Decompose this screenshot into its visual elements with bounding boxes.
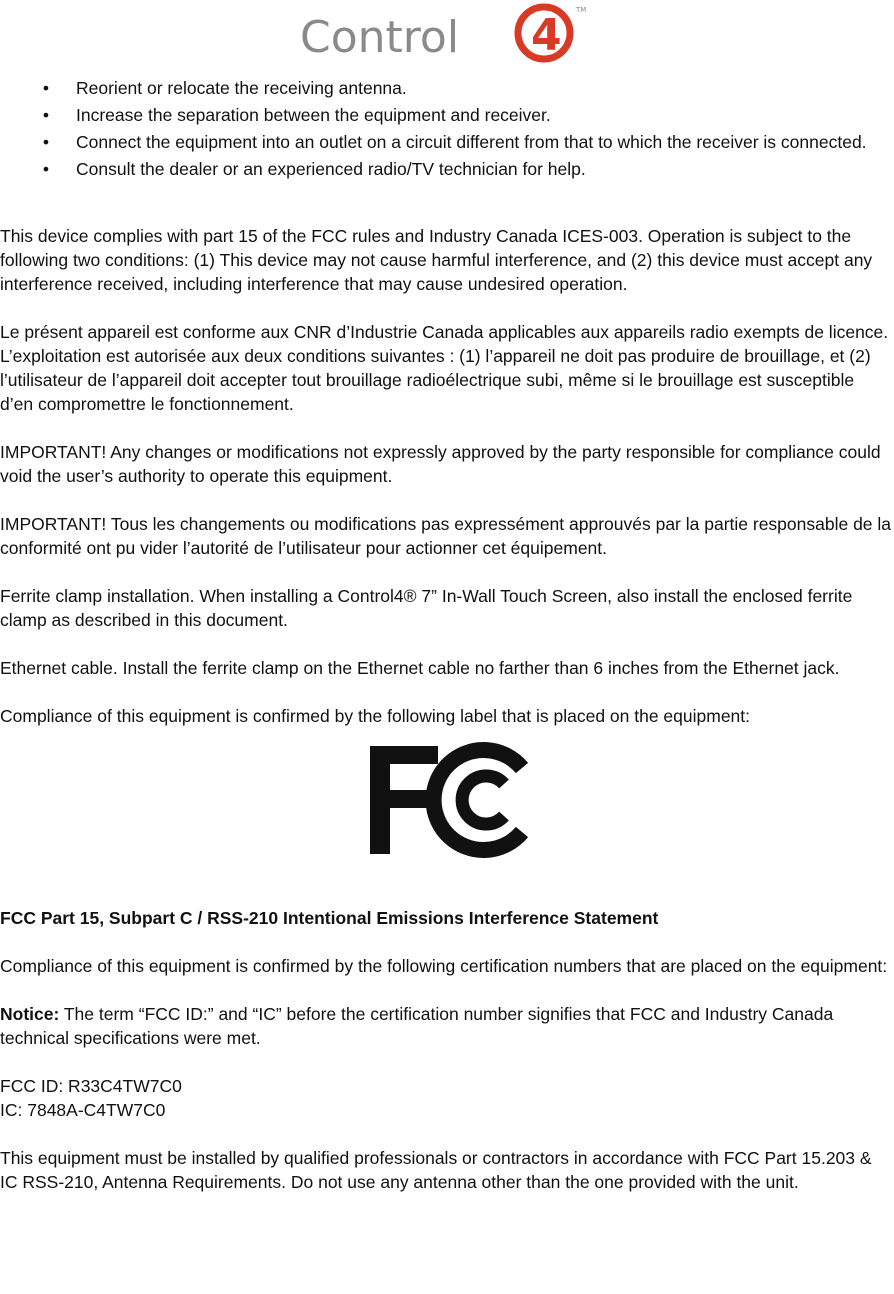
logo-trademark: TM bbox=[576, 6, 587, 14]
list-item bbox=[40, 103, 890, 127]
paragraph-ferrite-clamp: Ferrite clamp installation. When installing a Control4® 7” In-Wall Touch Screen, also install the enclosed ferrite clamp as described in this document. bbox=[0, 586, 853, 630]
bullet-text: Connect the equipment into an outlet on a circuit different from that to which the receiver is connected. bbox=[76, 132, 867, 152]
paragraph-fcc-compliance: This device complies with part 15 of the FCC rules and Industry Canada ICES-003. Operation is subject to the following two conditions: (1) This device may not cause harmful interference, and (2) this device must accept any interference received, including interference that may cause undesired operation. bbox=[0, 226, 873, 294]
list-item bbox=[40, 157, 890, 181]
notice-text: The term “FCC ID:” and “IC” before the certification number signifies that FCC and Industry Canada technical specifications were met. bbox=[0, 1004, 834, 1048]
list-item bbox=[40, 130, 890, 154]
bullet-text: Increase the separation between the equipment and receiver. bbox=[76, 105, 551, 125]
logo-text: Control bbox=[300, 12, 460, 63]
paragraph-antenna-requirements: This equipment must be installed by qualified professionals or contractors in accordance with FCC Part 15.203 & IC RSS-210, Antenna Requirements. Do not use any antenna other than the one provided with the unit. bbox=[0, 1148, 872, 1192]
notice-label: Notice: bbox=[0, 1004, 60, 1024]
logo-mark: 4 bbox=[531, 10, 562, 61]
bullet-dot: • bbox=[42, 105, 50, 125]
bullet-text: Reorient or relocate the receiving antenna. bbox=[76, 78, 407, 98]
fcc-logo-icon bbox=[368, 742, 532, 858]
section-heading: FCC Part 15, Subpart C / RSS-210 Intentional Emissions Interference Statement bbox=[0, 908, 659, 928]
paragraph-ethernet-cable: Ethernet cable. Install the ferrite clamp on the Ethernet cable no farther than 6 inches from the Ethernet jack. bbox=[0, 658, 840, 678]
list-item bbox=[40, 76, 890, 100]
fcc-id-line: FCC ID: R33C4TW7C0 bbox=[0, 1076, 182, 1096]
document-body bbox=[0, 224, 892, 1218]
bullet-dot: • bbox=[42, 159, 50, 179]
paragraph-notice bbox=[0, 1002, 892, 1050]
ic-line: IC: 7848A-C4TW7C0 bbox=[0, 1100, 166, 1120]
bullet-list bbox=[40, 76, 890, 184]
control4-logo bbox=[296, 0, 596, 70]
control4-logo-icon bbox=[296, 0, 596, 70]
paragraph-important-fr: IMPORTANT! Tous les changements ou modifications pas expressément approuvés par la partie responsable de la conformité ont pu vider l’autorité de l’utilisateur pour actionner cet équipement. bbox=[0, 514, 892, 558]
bullet-text: Consult the dealer or an experienced radio/TV technician for help. bbox=[76, 159, 586, 179]
bullet-dot: • bbox=[42, 78, 50, 98]
bullet-dot: • bbox=[42, 132, 50, 152]
paragraph-certification: Compliance of this equipment is confirmed by the following certification numbers that are placed on the equipment: bbox=[0, 956, 888, 976]
fcc-logo bbox=[0, 742, 892, 862]
paragraph-label-statement: Compliance of this equipment is confirmed by the following label that is placed on the equipment: bbox=[0, 706, 751, 726]
paragraph-important-en: IMPORTANT! Any changes or modifications not expressly approved by the party responsible for compliance could void the user’s authority to operate this equipment. bbox=[0, 442, 881, 486]
paragraph-french-compliance: Le présent appareil est conforme aux CNR d’Industrie Canada applicables aux appareils radio exempts de licence. L’exploitation est autorisée aux deux conditions suivantes : (1) l’appareil ne doit pas produire de brouillage, et (2) l’utilisateur de l’appareil doit accepter tout brouillage radioélectrique subi, même si le brouillage est susceptible d’en compromettre le fonctionnement. bbox=[0, 322, 889, 414]
